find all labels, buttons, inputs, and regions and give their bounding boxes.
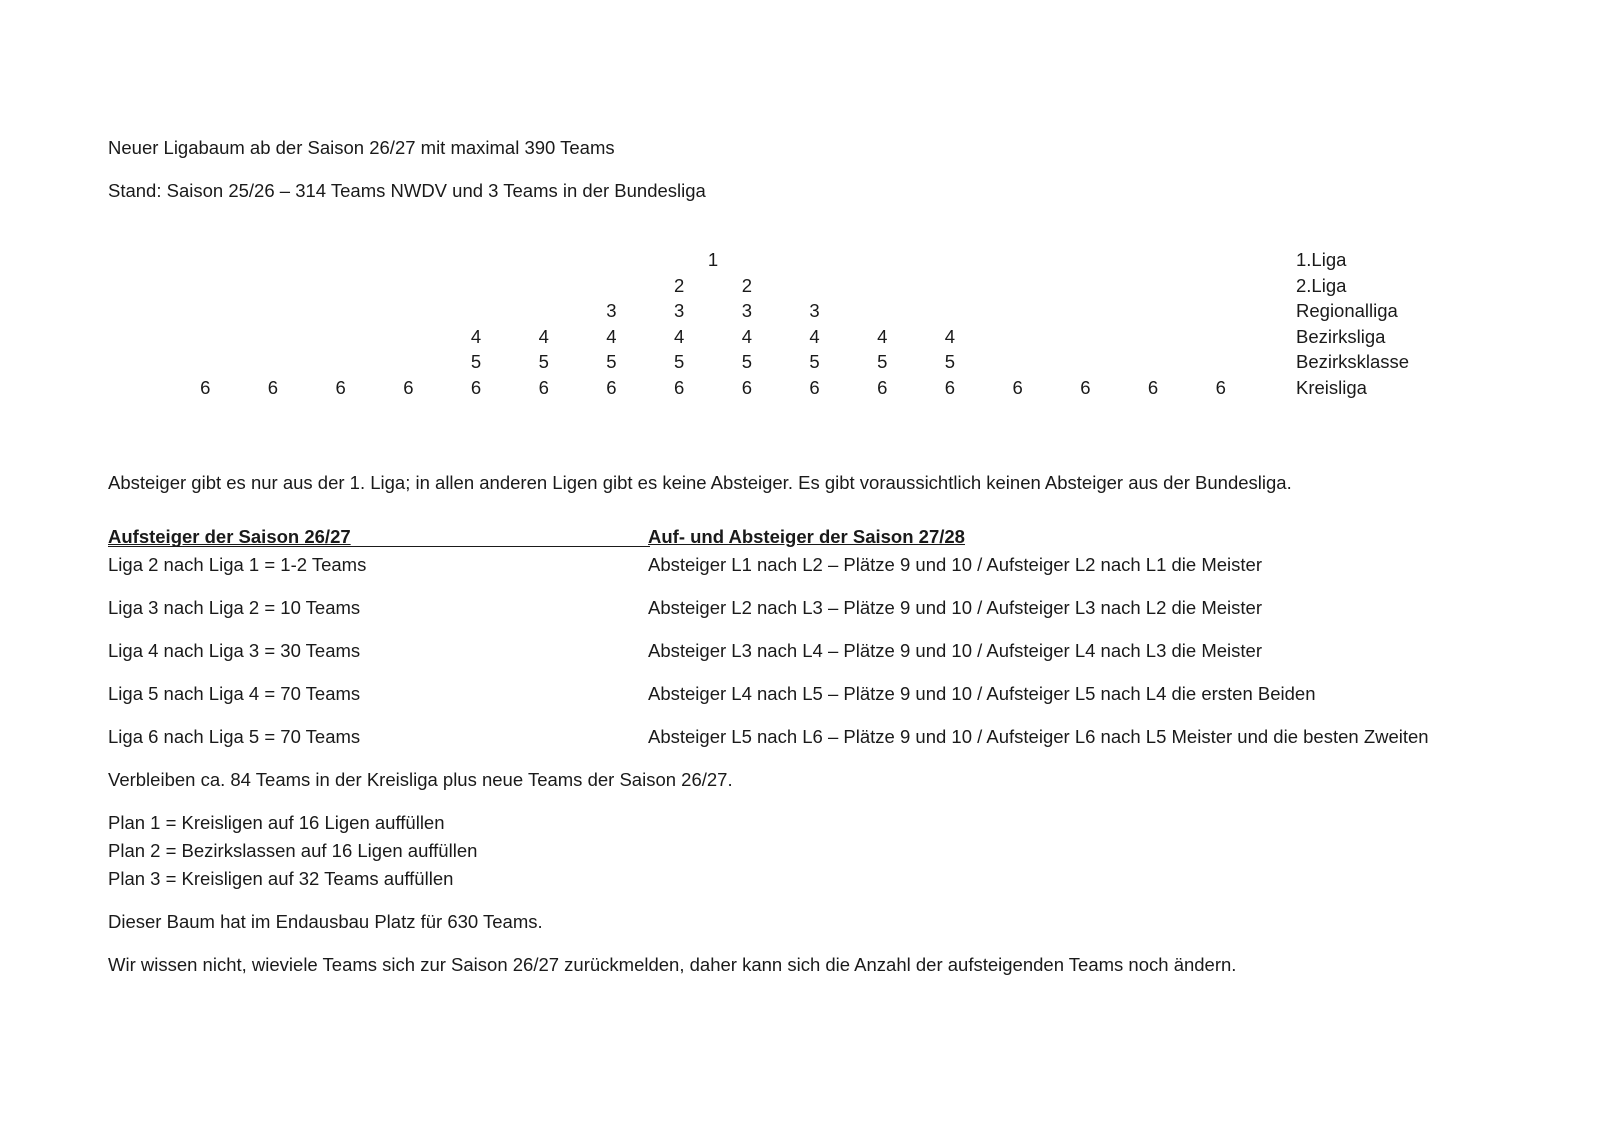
tree-league-count: 4 — [470, 325, 482, 347]
tree-league-count: 6 — [1012, 377, 1023, 398]
tree-league-count: 6 — [1147, 377, 1159, 398]
tree-league-count: 3 — [673, 300, 685, 322]
auf-absteiger-row: Absteiger L5 nach L6 – Plätze 9 und 10 / Aufsteiger L6 nach L5 Meister und die besten Zweiten — [648, 726, 1429, 747]
tree-league-count: 5 — [877, 351, 888, 373]
aufsteiger-row: Liga 5 nach Liga 4 = 70 Teams — [108, 683, 361, 704]
tree-level-label: Bezirksliga — [1296, 325, 1386, 347]
tree-league-count: 5 — [606, 351, 617, 373]
tree-league-count: 2 — [741, 274, 752, 296]
tree-league-count: 3 — [606, 300, 617, 322]
tree-level-label: Regionalliga — [1296, 300, 1398, 322]
plan-item: Plan 2 = Bezirkslassen auf 16 Ligen auffüllen — [108, 840, 478, 861]
tree-league-count: 4 — [606, 325, 617, 347]
tree-league-count: 6 — [200, 377, 211, 398]
document-title: Neuer Ligabaum ab der Saison 26/27 mit maximal 390 Teams — [108, 137, 615, 158]
tree-league-count: 6 — [470, 377, 482, 398]
verbleiben-note: Verbleiben ca. 84 Teams in der Kreisliga plus neue Teams der Saison 26/27. — [108, 769, 733, 790]
tree-level-label: 1.Liga — [1296, 249, 1347, 270]
tree-league-count: 3 — [809, 300, 820, 322]
tree-level-label: Bezirksklasse — [1296, 351, 1410, 373]
tree-league-count: 6 — [335, 377, 346, 398]
status-line: Stand: Saison 25/26 – 314 Teams NWDV und 3 Teams in der Bundesliga — [108, 180, 706, 201]
tree-league-count: 6 — [673, 377, 685, 398]
tree-league-count: 4 — [809, 325, 820, 347]
tree-league-count: 6 — [403, 377, 414, 398]
tree-league-count: 6 — [877, 377, 888, 398]
absteiger-note: Absteiger gibt es nur aus der 1. Liga; in allen anderen Ligen gibt es keine Absteiger. Es gibt voraussichtlich keinen Absteiger aus der Bundesliga. — [108, 472, 1292, 493]
tree-league-count: 5 — [944, 351, 956, 373]
plan-item: Plan 3 = Kreisligen auf 32 Teams auffüllen — [108, 868, 454, 889]
tree-league-count: 4 — [538, 325, 549, 347]
auf-absteiger-row: Absteiger L3 nach L4 – Plätze 9 und 10 / Aufsteiger L4 nach L3 die Meister — [648, 640, 1262, 661]
tree-league-count: 5 — [741, 351, 752, 373]
aufsteiger-row: Liga 2 nach Liga 1 = 1-2 Teams — [108, 554, 367, 575]
tree-league-count: 6 — [606, 377, 617, 398]
tree-level-label: 2.Liga — [1296, 274, 1347, 296]
aufsteiger-row: Liga 3 nach Liga 2 = 10 Teams — [108, 597, 361, 618]
tree-league-count: 2 — [673, 274, 685, 296]
tree-league-count: 5 — [470, 351, 482, 373]
auf-absteiger-row: Absteiger L4 nach L5 – Plätze 9 und 10 / Aufsteiger L5 nach L4 die ersten Beiden — [648, 683, 1316, 704]
league-tree — [0, 0, 1600, 420]
aufsteiger-row: Liga 4 nach Liga 3 = 30 Teams — [108, 640, 361, 661]
aufsteiger-row: Liga 6 nach Liga 5 = 70 Teams — [108, 726, 361, 747]
tree-league-count: 4 — [944, 325, 956, 347]
tree-league-count: 5 — [673, 351, 685, 373]
closing-note: Wir wissen nicht, wieviele Teams sich zur Saison 26/27 zurückmelden, daher kann sich die Anzahl der aufsteigenden Teams noch ändern. — [108, 954, 1237, 975]
tree-league-count: 6 — [267, 377, 279, 398]
tree-league-count: 3 — [741, 300, 752, 322]
tree-league-count: 6 — [1215, 377, 1226, 398]
auf-absteiger-row: Absteiger L2 nach L3 – Plätze 9 und 10 / Aufsteiger L3 nach L2 die Meister — [648, 597, 1262, 618]
endausbau-note: Dieser Baum hat im Endausbau Platz für 630 Teams. — [108, 911, 543, 932]
tree-league-count: 6 — [1080, 377, 1091, 398]
tree-league-count: 1 — [707, 249, 719, 270]
tree-league-count: 4 — [741, 325, 752, 347]
tree-league-count: 4 — [673, 325, 685, 347]
tree-league-count: 6 — [809, 377, 820, 398]
tree-league-count: 4 — [877, 325, 888, 347]
tree-league-count: 5 — [538, 351, 549, 373]
auf-absteiger-row: Absteiger L1 nach L2 – Plätze 9 und 10 / Aufsteiger L2 nach L1 die Meister — [648, 554, 1262, 575]
header-underline — [108, 546, 650, 547]
tree-league-count: 6 — [538, 377, 549, 398]
tree-league-count: 5 — [809, 351, 820, 373]
auf-absteiger-header: Auf- und Absteiger der Saison 27/28 — [648, 526, 965, 547]
tree-level-label: Kreisliga — [1296, 377, 1367, 398]
tree-league-count: 6 — [741, 377, 752, 398]
aufsteiger-header: Aufsteiger der Saison 26/27 — [108, 526, 351, 547]
tree-league-count: 6 — [944, 377, 956, 398]
plan-item: Plan 1 = Kreisligen auf 16 Ligen auffüllen — [108, 812, 445, 833]
